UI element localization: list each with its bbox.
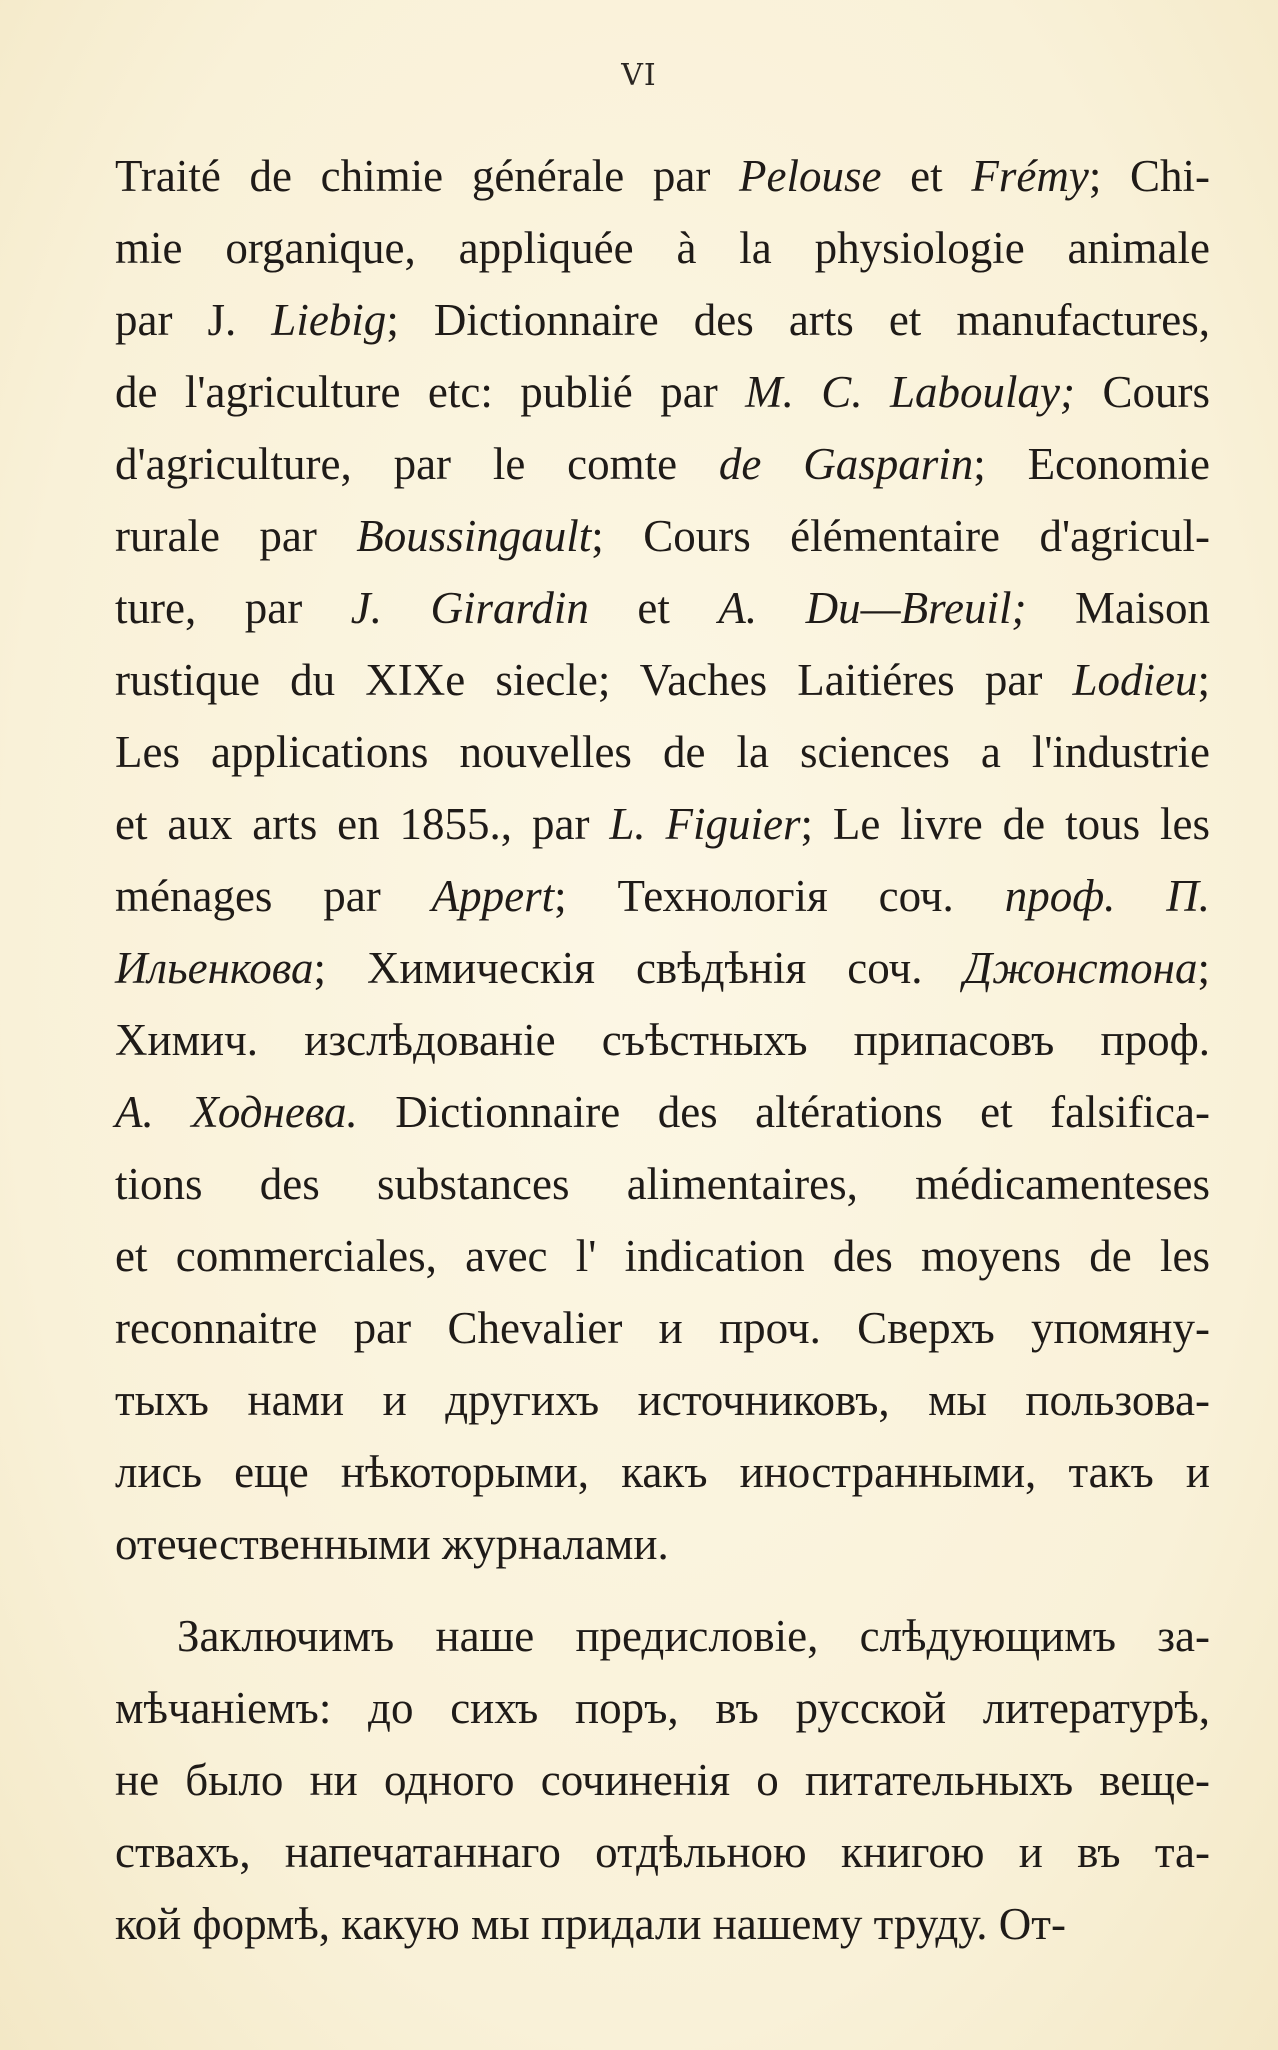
text-segment: et bbox=[881, 151, 972, 201]
italic-segment: Pelouse bbox=[739, 151, 882, 201]
text-line bbox=[115, 1672, 1210, 1744]
text-segment: мѣчаніемъ: до сихъ поръ, въ русской литературѣ, bbox=[115, 1683, 1210, 1733]
body-text bbox=[115, 140, 1210, 1960]
text-line bbox=[115, 1364, 1210, 1436]
text-line bbox=[115, 716, 1210, 788]
text-segment: тыхъ нами и другихъ источниковъ, мы пользова- bbox=[115, 1375, 1210, 1425]
text-segment: Traité de chimie générale par bbox=[115, 151, 740, 201]
text-line bbox=[115, 356, 1210, 428]
text-line bbox=[115, 1508, 1210, 1580]
italic-segment: M. C. Laboulay; bbox=[745, 367, 1076, 417]
italic-segment: de Gasparin bbox=[718, 439, 974, 489]
text-segment: Cours bbox=[1075, 367, 1210, 417]
paragraph-2 bbox=[115, 1600, 1210, 1960]
text-line bbox=[115, 860, 1210, 932]
text-line bbox=[115, 1292, 1210, 1364]
text-segment: Les applications nouvelles de la sciences a l'industrie bbox=[115, 727, 1210, 777]
text-segment: et bbox=[588, 583, 719, 633]
text-segment: ; Химическія свѣдѣнія соч. bbox=[313, 943, 964, 993]
text-line bbox=[115, 788, 1210, 860]
text-segment: d'agriculture, par le comte bbox=[115, 439, 719, 489]
italic-segment: проф. П. bbox=[1004, 871, 1211, 921]
text-segment: rustique du XIXe siecle; Vaches Laitiéres par bbox=[115, 655, 1073, 705]
text-line bbox=[115, 212, 1210, 284]
text-segment: отечественными журналами. bbox=[115, 1519, 669, 1569]
text-line bbox=[115, 1004, 1210, 1076]
text-segment: ; bbox=[1197, 655, 1210, 705]
text-line bbox=[115, 1744, 1210, 1816]
text-segment: кой формѣ, какую мы придали нашему труду. От- bbox=[115, 1899, 1066, 1949]
text-segment: ménages par bbox=[115, 871, 432, 921]
italic-segment: Ильенкова bbox=[115, 943, 314, 993]
italic-segment: Джонстона bbox=[963, 943, 1198, 993]
text-line bbox=[115, 932, 1210, 1004]
italic-segment: L. Figuier bbox=[609, 799, 801, 849]
text-line bbox=[115, 644, 1210, 716]
text-segment: rurale par bbox=[115, 511, 357, 561]
text-segment: et aux arts en 1855., par bbox=[115, 799, 610, 849]
paragraph-1 bbox=[115, 140, 1210, 1580]
text-segment: ствахъ, напечатаннаго отдѣльною книгою и въ та- bbox=[115, 1827, 1210, 1877]
text-segment: ; bbox=[1197, 943, 1210, 993]
italic-segment: Boussingault bbox=[356, 511, 592, 561]
text-segment: mie organique, appliquée à la physiologie animale bbox=[115, 223, 1210, 273]
text-segment: ture, par bbox=[115, 583, 351, 633]
italic-segment: A. Du—Breuil; bbox=[718, 583, 1027, 633]
italic-segment: Liebig bbox=[271, 295, 387, 345]
text-line bbox=[115, 1076, 1210, 1148]
text-segment: reconnaitre par Chevalier и проч. Сверхъ упомяну- bbox=[115, 1303, 1210, 1353]
text-segment: de l'agriculture etc: publié par bbox=[115, 367, 746, 417]
text-segment: ; Cours élémentaire d'agricul- bbox=[591, 511, 1210, 561]
text-line bbox=[115, 1888, 1210, 1960]
text-segment: Химич. изслѣдованіе съѣстныхъ припасовъ проф. bbox=[115, 1015, 1210, 1065]
text-line bbox=[115, 140, 1210, 212]
text-line bbox=[115, 500, 1210, 572]
text-segment: et commerciales, avec l' indication des moyens de les bbox=[115, 1231, 1210, 1281]
text-line bbox=[115, 1816, 1210, 1888]
text-line bbox=[115, 572, 1210, 644]
text-segment: Maison bbox=[1026, 583, 1210, 633]
text-segment: ; Dictionnaire des arts et manufactures, bbox=[386, 295, 1210, 345]
text-segment: лись еще нѣкоторыми, какъ иностранными, такъ и bbox=[115, 1447, 1210, 1497]
text-line bbox=[115, 428, 1210, 500]
text-line bbox=[115, 1436, 1210, 1508]
text-segment: не было ни одного сочиненія о питательныхъ веще- bbox=[115, 1755, 1210, 1805]
text-segment: Заключимъ наше предисловіе, слѣдующимъ за- bbox=[177, 1611, 1210, 1661]
text-segment: ; Chi- bbox=[1088, 151, 1211, 201]
text-segment: ; Economie bbox=[973, 439, 1211, 489]
italic-segment: Frémy bbox=[971, 151, 1089, 201]
text-segment: ; Le livre de tous les bbox=[800, 799, 1210, 849]
text-segment: par J. bbox=[115, 295, 272, 345]
text-segment: Dictionnaire des altérations et falsifica- bbox=[357, 1087, 1210, 1137]
text-line bbox=[115, 284, 1210, 356]
italic-segment: Appert bbox=[431, 871, 555, 921]
text-line bbox=[115, 1220, 1210, 1292]
italic-segment: А. Ходнева. bbox=[115, 1087, 358, 1137]
page-number: VI bbox=[621, 58, 657, 93]
paragraph-gap bbox=[115, 1580, 1210, 1600]
text-line bbox=[115, 1148, 1210, 1220]
italic-segment: Lodieu bbox=[1072, 655, 1198, 705]
text-line bbox=[115, 1600, 1210, 1672]
text-segment: tions des substances alimentaires, médicamenteses bbox=[115, 1159, 1210, 1209]
italic-segment: J. Girardin bbox=[350, 583, 589, 633]
text-segment: ; Технологія соч. bbox=[554, 871, 1005, 921]
